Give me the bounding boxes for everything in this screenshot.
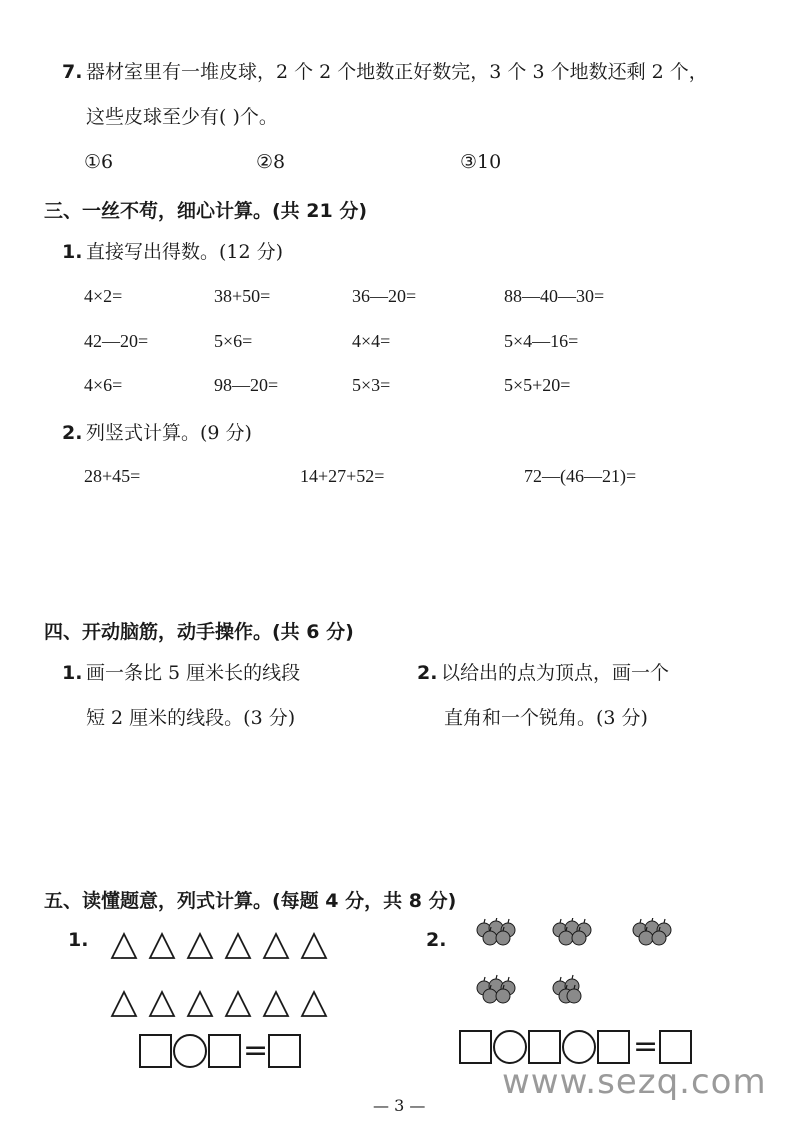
answer-box[interactable]	[659, 1030, 692, 1064]
calc-item: 5×3=	[352, 375, 391, 395]
s4-q1-number: 1.	[62, 662, 83, 684]
answer-box[interactable]	[208, 1034, 241, 1068]
triangle-icon	[112, 934, 136, 958]
calc-item: 36—20=	[352, 286, 417, 306]
q7-text-line1: 器材室里有一堆皮球，2 个 2 个地数正好数完，3 个 3 个地数还剩 2 个，	[86, 61, 708, 83]
s4-q2-number: 2.	[417, 662, 438, 684]
triangle-icon	[150, 934, 174, 958]
q7-number: 7.	[62, 61, 83, 83]
equals-sign: =	[243, 1033, 269, 1068]
calc-item: 4×4=	[352, 331, 391, 351]
equals-sign: =	[633, 1029, 659, 1064]
calc-item: 38+50=	[214, 286, 271, 306]
apple-group-icon	[553, 975, 581, 1003]
triangle-icon	[302, 934, 326, 958]
s3-q1-number: 1.	[62, 241, 83, 263]
s4-q1-line1: 画一条比 5 厘米长的线段	[86, 662, 301, 684]
triangle-icon	[226, 992, 250, 1016]
s5-q2-number: 2.	[426, 929, 447, 951]
s4-q2-line2: 直角和一个锐角。(3 分)	[444, 707, 648, 729]
section3-title: 三、一丝不苟，细心计算。(共 21 分)	[44, 200, 368, 222]
s5-q1-number: 1.	[68, 929, 89, 951]
vertical-calc-item: 28+45=	[84, 466, 141, 486]
calc-item: 5×6=	[214, 331, 253, 351]
triangle-icon	[264, 934, 288, 958]
section5-title: 五、读懂题意，列式计算。(每题 4 分，共 8 分)	[44, 890, 457, 912]
apple-groups	[476, 918, 692, 1014]
triangle-icon	[264, 992, 288, 1016]
operator-circle[interactable]	[562, 1030, 596, 1064]
q7-option-2: ②8	[256, 151, 286, 173]
s4-q2-line1: 以给出的点为顶点，画一个	[441, 662, 670, 684]
triangle-icon	[188, 992, 212, 1016]
answer-box[interactable]	[459, 1030, 492, 1064]
s3-q2-number: 2.	[62, 422, 83, 444]
triangle-icon	[112, 992, 136, 1016]
s3-q2-label: 列竖式计算。(9 分)	[86, 422, 252, 444]
calc-item: 5×4—16=	[504, 331, 579, 351]
vertical-calc-item: 72—(46—21)=	[524, 466, 637, 486]
triangle-icon	[150, 992, 174, 1016]
apple-group-icon	[477, 975, 515, 1003]
calc-item: 4×2=	[84, 286, 123, 306]
calc-item: 4×6=	[84, 375, 123, 395]
section4-title: 四、开动脑筋，动手操作。(共 6 分)	[44, 621, 354, 643]
triangle-icon	[188, 934, 212, 958]
q7-option-3: ③10	[460, 151, 502, 173]
q7-option-1: ①6	[84, 151, 114, 173]
triangle-icon	[226, 934, 250, 958]
calc-item: 42—20=	[84, 331, 149, 351]
calc-item: 5×5+20=	[504, 375, 571, 395]
answer-box[interactable]	[528, 1030, 561, 1064]
page-number: — 3 —	[373, 1096, 426, 1115]
calc-item: 98—20=	[214, 375, 279, 395]
q7-text-line2: 这些皮球至少有( )个。	[86, 106, 278, 128]
triangle-row	[110, 932, 336, 960]
s4-q1-line2: 短 2 厘米的线段。(3 分)	[86, 707, 296, 729]
s3-q1-label: 直接写出得数。(12 分)	[86, 241, 284, 263]
apple-group-icon	[633, 918, 671, 945]
operator-circle[interactable]	[173, 1034, 207, 1068]
operator-circle[interactable]	[493, 1030, 527, 1064]
triangle-icon	[302, 992, 326, 1016]
answer-box[interactable]	[268, 1034, 301, 1068]
apple-group-icon	[553, 918, 591, 945]
answer-box[interactable]	[597, 1030, 630, 1064]
triangle-row	[110, 990, 336, 1018]
answer-box[interactable]	[139, 1034, 172, 1068]
vertical-calc-item: 14+27+52=	[300, 466, 385, 486]
watermark: www.sezq.com	[502, 1062, 767, 1102]
apple-group-icon	[477, 918, 515, 945]
calc-item: 88—40—30=	[504, 286, 605, 306]
